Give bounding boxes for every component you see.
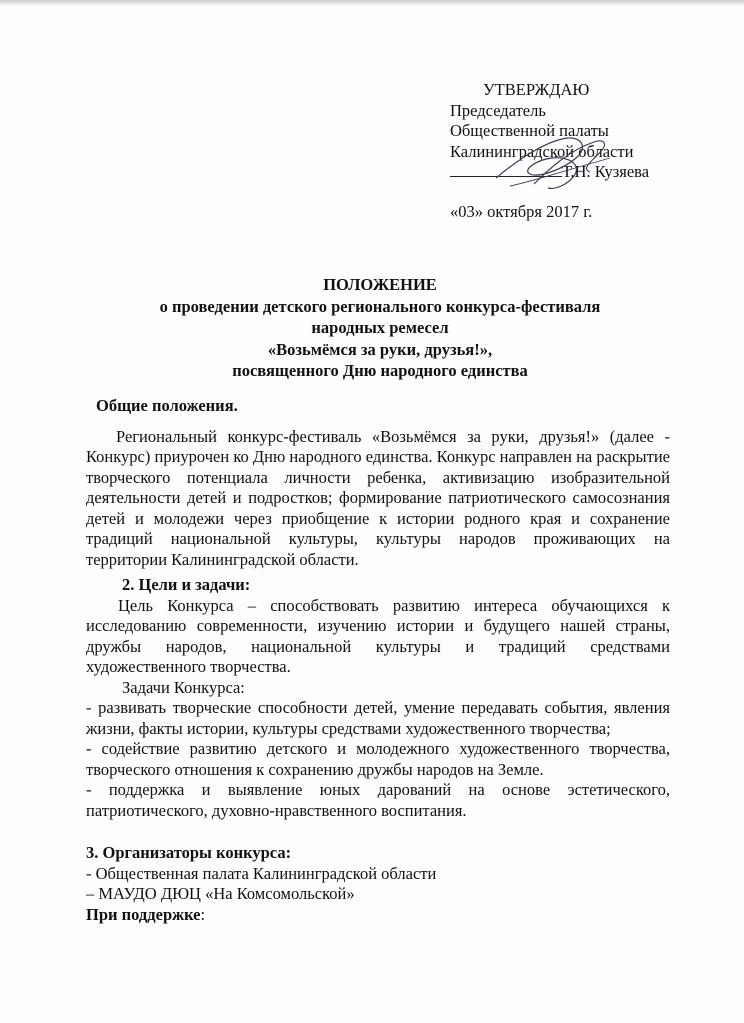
task-item-3: - поддержка и выявление юных дарований на основе эстетического, патриотического, духовно-нравственного воспитания. xyxy=(86,780,670,820)
approval-position-line-3: Калининградской области xyxy=(450,141,634,161)
title-line-5: посвященного Дню народного единства xyxy=(232,361,528,380)
handwritten-signature xyxy=(490,128,630,198)
organizer-item-1: - Общественная палата Калининградской области xyxy=(86,863,437,883)
tasks-heading: Задачи Конкурса: xyxy=(122,677,245,697)
task-item-2: - содействие развитию детского и молодежного художественного творчества, творческого отношения к сохранению дружбы народов на Земле. xyxy=(86,739,670,779)
organizers-heading: 3. Организаторы конкурса: xyxy=(86,843,292,862)
approval-date: «03» октября 2017 г. xyxy=(450,201,593,221)
support-colon: : xyxy=(200,904,206,924)
approval-position-line-2: Общественной палаты xyxy=(450,121,609,140)
goal-paragraph: Цель Конкурса – способствовать развитию интереса обучающихся к исследованию современности, изучению истории и будущего нашей страны, дружбы народов, национальной культуры и традиций средствами художественного творчества. xyxy=(86,595,670,676)
document-title xyxy=(100,274,660,382)
task-item-1: - развивать творческие способности детей, умение передавать события, явления жизни, факты истории, культуры средствами художественного творчества; xyxy=(86,698,670,738)
title-line-1: ПОЛОЖЕНИЕ xyxy=(323,275,437,294)
scan-edge xyxy=(0,0,744,6)
support-label: При поддержке xyxy=(86,904,201,924)
general-paragraph: Региональный конкурс-фестиваль «Возьмёмся за руки, друзья!» (далее - Конкурс) приурочен ко Дню народного единства. Конкурс направлен на раскрытие творческого потенциала личности ребенка, активизацию изобразительной деятельности детей и подростков; формирование патриотического самосознания детей и молодежи через приобщение к истории родного края и сохранение традиций национальной культуры, культуры народов проживающих на территории Калининградской области. xyxy=(86,426,670,569)
goals-heading: 2. Цели и задачи: xyxy=(122,575,251,594)
general-heading: Общие положения. xyxy=(96,396,238,415)
title-line-3: народных ремесел xyxy=(311,318,449,337)
title-line-2: о проведении детского регионального конкурса-фестиваля xyxy=(159,296,601,316)
approval-position-line-1: Председатель xyxy=(450,100,546,120)
support-line xyxy=(86,905,670,926)
title-line-4: «Возьмёмся за руки, друзья!», xyxy=(267,339,493,359)
approval-signer: Т.Н. Кузяева xyxy=(562,162,650,181)
document-body xyxy=(86,396,670,925)
approval-heading: УТВЕРЖДАЮ xyxy=(483,80,590,99)
organizer-item-2: – МАУДО ДЮЦ «На Комсомольской» xyxy=(86,884,355,903)
